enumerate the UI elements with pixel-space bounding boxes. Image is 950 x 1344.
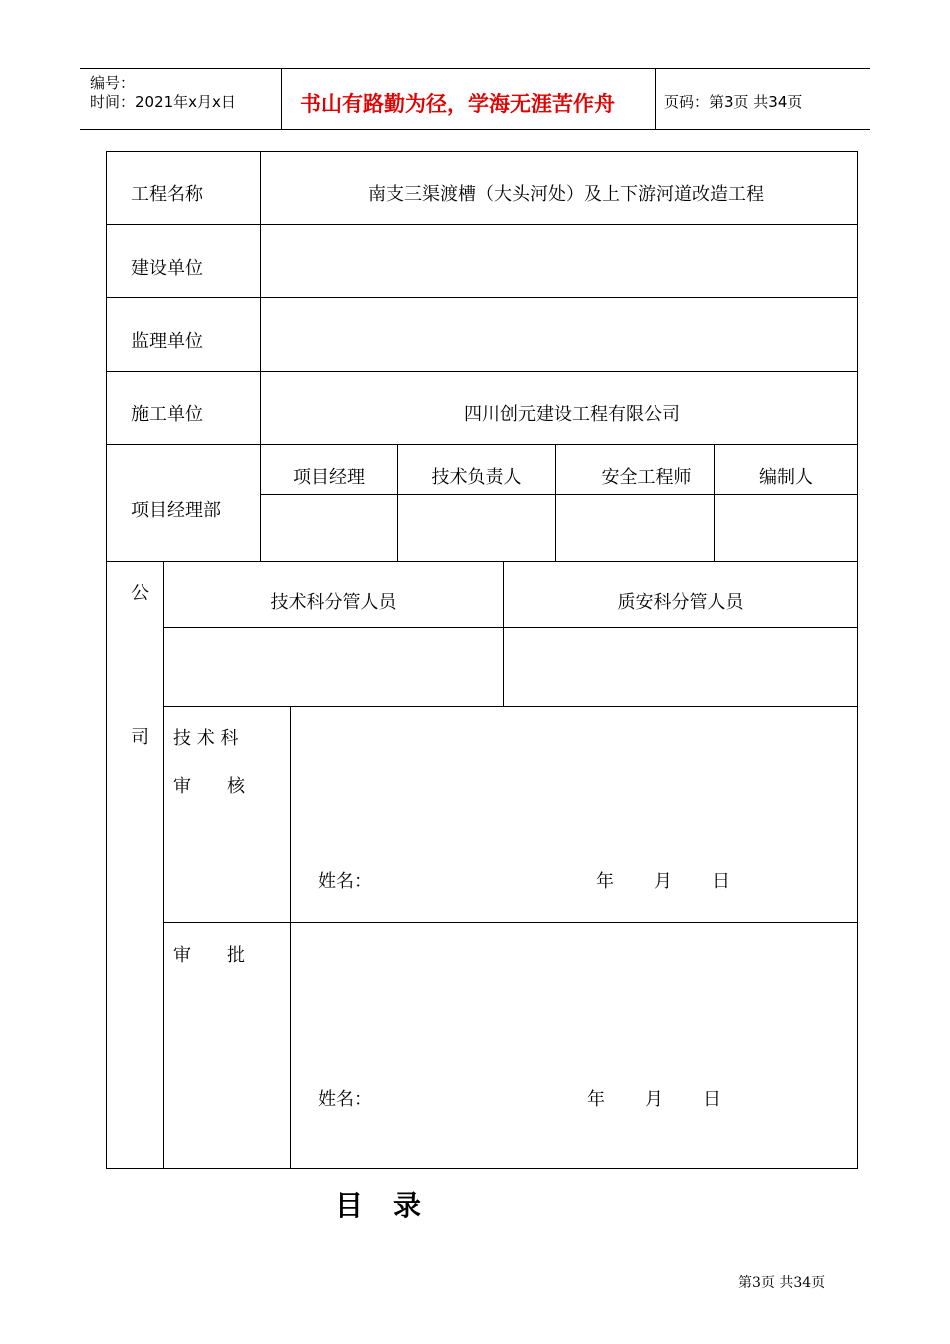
project-dept-label: 项目经理部 <box>131 500 221 521</box>
header-top-rule <box>80 68 870 69</box>
contractor-label: 施工单位 <box>131 404 203 425</box>
header-page-label: 页码：第3页 共34页 <box>664 93 803 111</box>
approve-name-label: 姓名： <box>318 1089 372 1110</box>
header-motto: 书山有路勤为径，学海无涯苦作舟 <box>300 91 615 116</box>
approve-label: 审 批 <box>173 945 245 966</box>
safety-staff-label: 质安科分管人员 <box>617 592 744 613</box>
builder-label: 建设单位 <box>131 258 203 279</box>
footer-page-number: 第3页 共34页 <box>738 1275 826 1291</box>
company-char-1: 公 <box>131 583 149 604</box>
project-name-value: 南支三渠渡槽（大头河处）及上下游河道改造工程 <box>368 184 764 205</box>
contractor-value: 四川创元建设工程有限公司 <box>464 404 680 425</box>
supervisor-label: 监理单位 <box>131 331 203 352</box>
approve-day: 日 <box>703 1089 721 1110</box>
header-bottom-rule <box>80 129 870 130</box>
header-divider <box>281 68 282 130</box>
tech-staff-label: 技术科分管人员 <box>270 592 397 613</box>
tech-review-label-1: 技 术 科 <box>173 728 239 749</box>
dept-col-author: 编制人 <box>759 467 813 488</box>
review-name-label: 姓名： <box>318 871 372 892</box>
company-char-2: 司 <box>131 727 149 748</box>
dept-col-manager: 项目经理 <box>293 467 365 488</box>
header-divider <box>655 68 656 130</box>
dept-col-tech-lead: 技术负责人 <box>431 467 522 488</box>
toc-title: 目录 <box>335 1189 452 1222</box>
review-year: 年 <box>596 871 614 892</box>
approve-month: 月 <box>645 1089 663 1110</box>
review-month: 月 <box>654 871 672 892</box>
tech-review-label-2: 审 核 <box>173 776 245 797</box>
dept-col-safety-engineer: 安全工程师 <box>601 467 692 488</box>
header-number-label: 编号： <box>90 74 136 92</box>
approve-year: 年 <box>587 1089 605 1110</box>
header-time-label: 时间：2021年x月x日 <box>90 93 236 111</box>
project-name-label: 工程名称 <box>131 184 203 205</box>
review-day: 日 <box>712 871 730 892</box>
